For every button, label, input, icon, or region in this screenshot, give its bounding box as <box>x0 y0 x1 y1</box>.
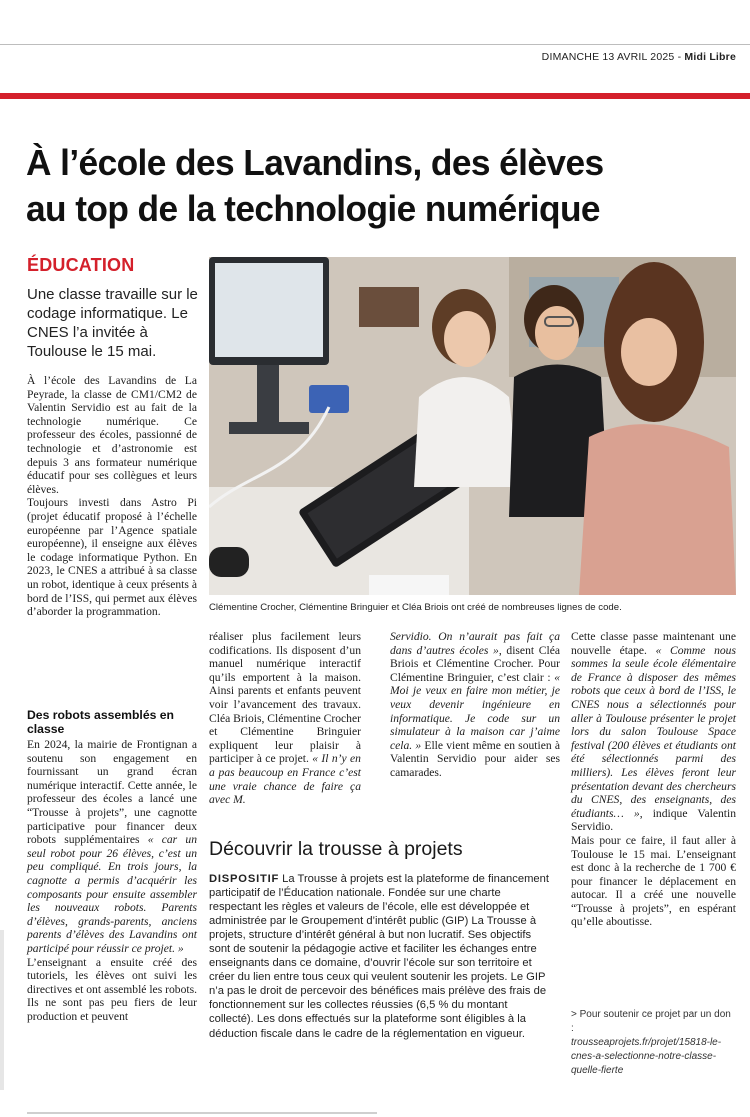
support-note <box>571 1008 736 1078</box>
page-gutter-mark <box>0 930 4 1090</box>
quote-text: « Il n’y en a pas beaucoup en France c’est une vraie chance de faire ça avec M. <box>209 752 361 807</box>
headline-line-1: À l’école des Lavandins, des élèves <box>26 142 604 183</box>
body-column-4 <box>571 630 736 929</box>
body-text: Elle vient même en soutien à Valentin Servidio pour aider ses camarades. <box>390 738 560 779</box>
quote-text: « Moi je veux en faire mon métier, je veux devenir ingénieure en informatique. Je code sur un simulateur à la maison car j’aime cela. » <box>390 670 560 752</box>
photo-caption: Clémentine Crocher, Clémentine Bringuier et Cléa Briois ont créé de nombreuses lignes de code. <box>209 602 622 613</box>
folio-date: DIMANCHE 13 AVRIL 2025 - <box>541 51 685 63</box>
page-folio <box>542 51 736 63</box>
sidebar-box-body: La Trousse à projets est la plateforme de financement participatif de l’Éducation nationale. Fondée sur une charte respectant les règles et valeurs de l’école, elle est développée et administrée par le Groupement d’intérêt public (GIP) La Trousse à projets, structure d’intérêt général à but non lucratif. Ses objectifs sont de soutenir la pédagogie active et faciliter les échanges entre enseignants dans ce domaine, d’ouvrir l’école sur son territoire et créer du lien entre tous ceux qui veulent soutenir les projets. Le GIP n’a pas le droit de percevoir des bénéfices mais prélève des frais de fonctionnement sur les collectes réussies (6,5 % du montant collecté). Les dons effectués sur la plateforme sont éligibles à la déduction fiscale dans le cadre de la réglementation en vigueur. <box>209 873 549 1040</box>
body-paragraph: À l’école des Lavandins de La Peyrade, la classe de CM1/CM2 de Valentin Servidio est au fait de la technologie numérique. Ce professeur des écoles, passionné de technologie et d’astronomie est depuis 3 ans formateur numérique éducatif pour ses collègues et leurs élèves. <box>27 374 197 496</box>
sidebar-box-title: Découvrir la trousse à projets <box>209 838 463 860</box>
quote-text: « Comme nous sommes la seule école élémentaire de France à disposer des mêmes robots que ceux à bord de l’ISS, le CNES nous a sélectionnés pour aller à Toulouse présenter le projet lors du salon Toulouse Space festival (200 élèves et étudiants ont été sélectionnés parmi des milliers). Les élèves feront leur présentation devant des chercheurs du CNES, des enseignants, des étudiants… » <box>571 643 736 820</box>
body-column-3 <box>390 630 560 780</box>
body-paragraph <box>209 630 361 807</box>
body-text: Cette classe passe maintenant une nouvelle étape. <box>571 630 736 657</box>
intertitle: Des robots assemblés en classe <box>27 708 174 736</box>
body-text: , indique Valentin Servidio. <box>571 806 737 834</box>
body-paragraph: L’enseignant a ensuite créé des tutoriels, les élèves ont suivi les directives et ont assemblé les robots. Ils ne sont pas peu fiers de leur production et peuvent <box>27 955 198 1023</box>
quote-text: « car un seul robot pour 26 élèves, c’est un peu compliqué. En trois jours, la cagnotte a permis d’acquérir les composants pour ensuite assembler les nouveaux robots. Parents d’élèves, grands-parents, anciens parents d’élèves des Lavandins ont participé pour réussir ce projet. » <box>27 833 197 955</box>
article-headline <box>26 140 732 232</box>
article-standfirst: Une classe travaille sur le codage informatique. Le CNES l’a invitée à Toulouse le 15 mai. <box>27 286 198 360</box>
section-red-rule <box>0 93 750 99</box>
body-paragraph <box>27 738 197 956</box>
body-paragraph <box>571 630 736 834</box>
quote-text: Servidio. On n’aurait pas fait ça dans d’autres écoles » <box>390 630 560 657</box>
sidebar-box-label: DISPOSITIF <box>209 873 280 885</box>
body-paragraph: Mais pour ce faire, il faut aller à Toulouse le 15 mai. L’enseignant est donc à la recherche de 1 700 € pour financer le déplacement en autocar. Il a créé une nouvelle “Trousse à projets”, en espérant qu’elle aboutisse. <box>571 833 736 929</box>
body-column-1 <box>27 374 197 619</box>
top-rule <box>0 44 750 45</box>
classroom-photo-illustration <box>209 257 736 595</box>
section-rubric: ÉDUCATION <box>27 255 135 275</box>
publication-name: Midi Libre <box>684 51 736 63</box>
bottom-rule <box>27 1112 377 1114</box>
article-photo <box>209 257 736 595</box>
body-text: , disent Cléa Briois et Clémentine Crocher. Pour Clémentine Bringuier, c’est clair : <box>390 643 560 684</box>
body-text: En 2024, la mairie de Frontignan a soutenu son engagement en fournissant un grand écran numérique interactif. Cette année, le professeur des écoles a lancé une “Trousse à projets”, une cagnotte participative pour financer deux robots supplémentaires <box>27 738 197 847</box>
body-paragraph: Toujours investi dans Astro Pi (projet éducatif proposé à l’échelle européenne par l’Agence spatiale européenne), il enseigne aux élèves le codage informatique Python. En 2023, le CNES a attribué à sa classe un robot, identique à ceux présents à bord de l’ISS, qui permet aux élèves d’aborder la programmation. <box>27 496 197 619</box>
headline-line-2: au top de la technologie numérique <box>26 188 600 229</box>
support-url: trousseaprojets.fr/projet/15818-le-cnes-a-selectionne-notre-classe-quelle-fierte <box>571 1037 722 1076</box>
sidebar-box-text <box>209 872 551 1041</box>
body-text: réaliser plus facilement leurs codifications. Ils disposent d’un manuel numérique interactif qu’ils emportent à la maison. Ainsi parents et enfants peuvent voir l’avancement des travaux. Cléa Briois, Clémentine Crocher et Clémentine Bringuier expliquent leur plaisir à participer à ce projet. <box>209 630 361 766</box>
support-intro: > Pour soutenir ce projet par un don : <box>571 1009 731 1034</box>
body-paragraph <box>390 630 560 780</box>
body-column-2 <box>209 630 361 807</box>
body-column-1-continued <box>27 738 197 1023</box>
